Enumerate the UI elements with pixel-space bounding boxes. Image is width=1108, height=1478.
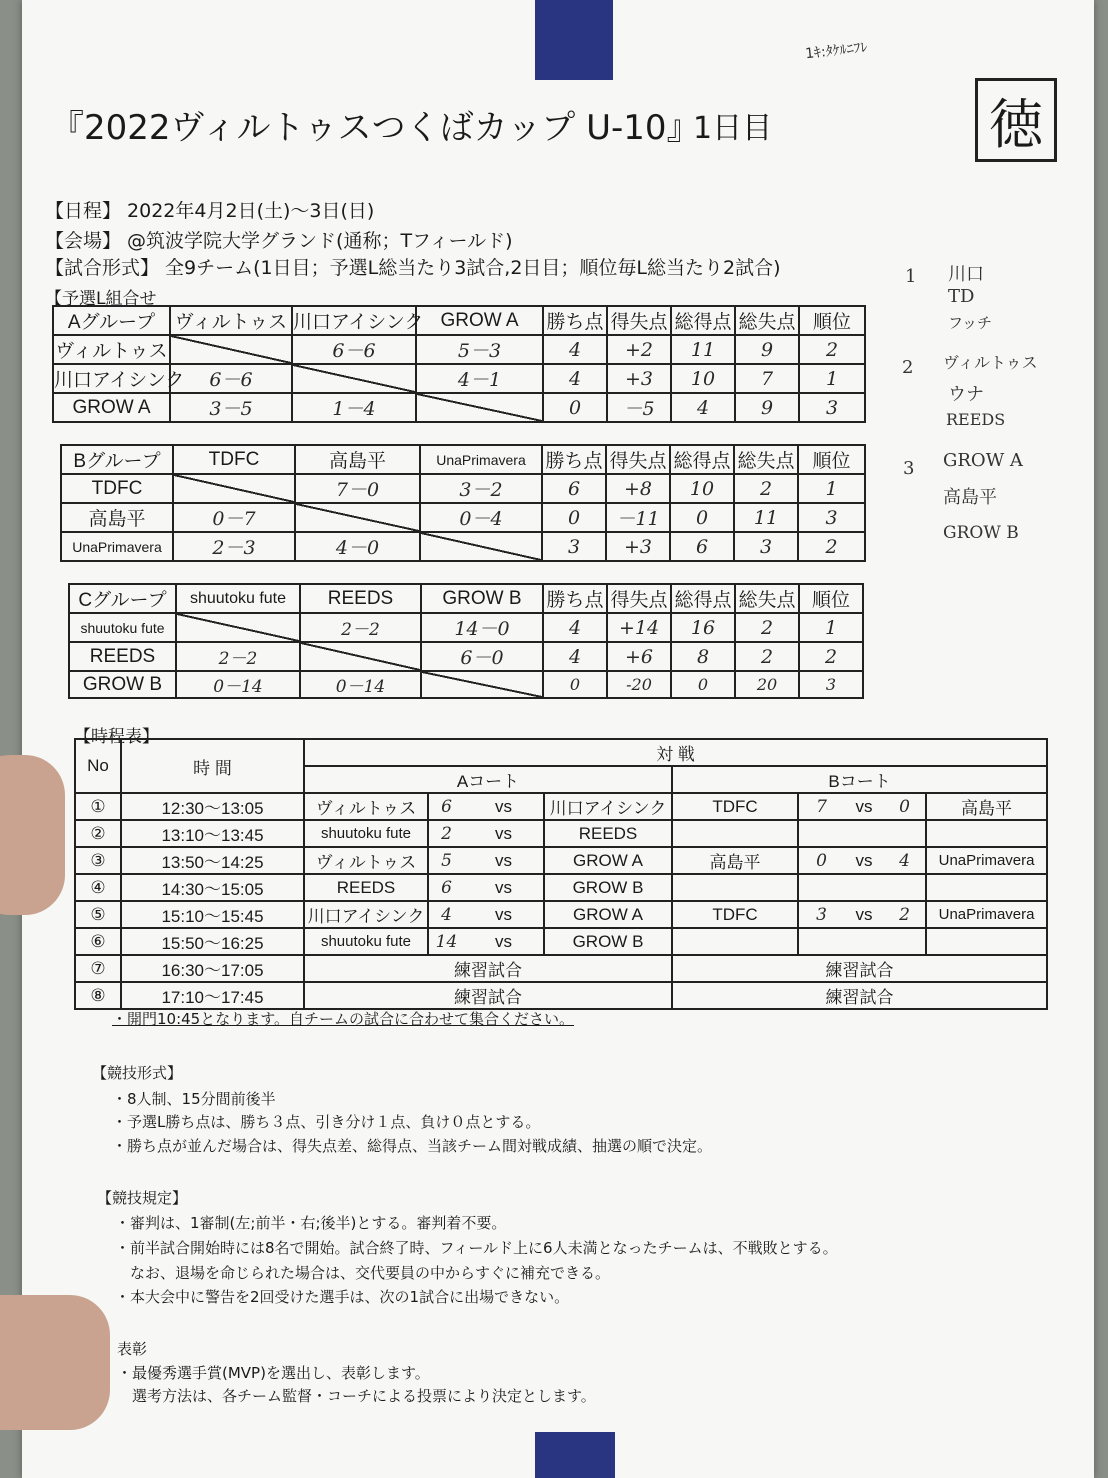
side-note-group-1-number: 1: [905, 266, 917, 287]
header-cell: 時 間: [121, 739, 304, 793]
header-cell: UnaPrimavera: [420, 445, 542, 474]
table-row: [75, 901, 1047, 928]
points-cell: 4: [543, 335, 607, 364]
court-b-away-score: 2: [884, 901, 926, 928]
goals-for-cell: 10: [670, 474, 734, 503]
court-a-home: REEDS: [304, 874, 428, 901]
score-cell: 0－7: [173, 503, 295, 532]
goals-against-cell: 7: [735, 364, 799, 393]
court-a-home: ヴィルトゥス: [304, 793, 428, 820]
court-a-practice: 練習試合: [304, 982, 672, 1009]
goal-diff-cell: +14: [607, 613, 671, 642]
seal-stamp: 徳: [975, 78, 1057, 162]
team-name-cell: GROW B: [69, 671, 176, 698]
self-match-cell: [300, 642, 421, 671]
header-cell: 総失点: [735, 584, 799, 613]
header-cell: Aグループ: [53, 306, 170, 335]
goals-for-cell: 6: [670, 532, 734, 561]
schedule-header-row: [75, 739, 1047, 766]
court-b-home: 高島平: [672, 847, 798, 874]
match-number: ①: [75, 793, 121, 820]
group-c-header-row: [69, 584, 863, 613]
header-cell: Aコート: [304, 766, 672, 793]
rank-cell: 2: [798, 532, 865, 561]
goal-diff-cell: +3: [607, 364, 671, 393]
match-number: ⑤: [75, 901, 121, 928]
goal-diff-cell: +8: [606, 474, 670, 503]
court-b-home: [672, 928, 798, 955]
awards-line: 選考方法は、各チーム監督・コーチによる投票により決定とします。: [117, 1387, 596, 1405]
header-cell: 対 戦: [304, 739, 1047, 766]
court-a-practice: 練習試合: [304, 955, 672, 982]
goals-against-cell: 9: [735, 335, 799, 364]
goals-for-cell: 16: [671, 613, 735, 642]
goals-for-cell: 10: [671, 364, 735, 393]
header-cell: TDFC: [173, 445, 295, 474]
table-row: [61, 532, 865, 561]
score-cell: 0－4: [420, 503, 542, 532]
score-cell: 3－2: [420, 474, 542, 503]
vs-label: vs: [844, 847, 884, 874]
court-a-away: 川口アイシンク: [544, 793, 672, 820]
goals-against-cell: 20: [735, 671, 799, 698]
points-cell: 6: [542, 474, 606, 503]
goals-against-cell: 2: [735, 642, 799, 671]
header-cell: 総失点: [734, 445, 798, 474]
table-row: [69, 642, 863, 671]
court-a-home: shuutoku fute: [304, 928, 428, 955]
team-name-cell: ヴィルトゥス: [53, 335, 170, 364]
table-row: [69, 613, 863, 642]
score-cell: 2－2: [300, 613, 421, 642]
match-number: ④: [75, 874, 121, 901]
team-name-cell: TDFC: [61, 474, 173, 503]
court-a-home-score: 4: [428, 901, 464, 928]
tape-bottom: [535, 1432, 615, 1478]
awards-line: ・最優秀選手賞(MVP)を選出し、表彰します。: [117, 1364, 430, 1382]
side-note-item: 高島平: [943, 487, 997, 508]
side-note-item: GROW B: [943, 523, 1019, 543]
gate-opening-note: ・開門10:45となります。自チームの試合に合わせて集合ください。: [112, 1010, 575, 1028]
side-note-item: 川口: [948, 264, 984, 285]
court-a-home-score: 14: [428, 928, 464, 955]
court-a-home-score: 5: [428, 847, 464, 874]
goal-diff-cell: +6: [607, 642, 671, 671]
side-note-group-2-number: 2: [902, 357, 914, 378]
team-name-cell: REEDS: [69, 642, 176, 671]
score-cell: 3－5: [170, 393, 292, 422]
rank-cell: 1: [799, 364, 865, 393]
court-b-home: [672, 820, 798, 847]
rank-cell: 3: [798, 503, 865, 532]
points-cell: 0: [542, 503, 606, 532]
header-cell: Bコート: [672, 766, 1047, 793]
court-a-away: GROW B: [544, 874, 672, 901]
court-b-away: 高島平: [926, 793, 1047, 820]
header-cell: 総失点: [735, 306, 799, 335]
goal-diff-cell: +2: [607, 335, 671, 364]
score-cell: 14－0: [421, 613, 543, 642]
group-b-header-row: [61, 445, 865, 474]
self-match-cell: [421, 671, 543, 698]
match-number: ⑥: [75, 928, 121, 955]
header-cell: 総得点: [671, 584, 735, 613]
empty-vs-cell: [844, 820, 884, 847]
court-a-away: GROW B: [544, 928, 672, 955]
court-a-away: GROW A: [544, 847, 672, 874]
table-row: [53, 393, 865, 422]
header-cell: Cグループ: [69, 584, 176, 613]
match-time: 16:30～17:05: [121, 955, 304, 982]
points-cell: 4: [543, 613, 607, 642]
rank-cell: 3: [799, 393, 865, 422]
court-b-away: [926, 874, 1047, 901]
court-b-home-score: 3: [798, 901, 844, 928]
header-cell: 勝ち点: [543, 584, 607, 613]
header-cell: GROW B: [421, 584, 543, 613]
score-cell: 7－0: [295, 474, 420, 503]
table-row: [75, 955, 1047, 982]
goals-against-cell: 2: [735, 613, 799, 642]
rank-cell: 2: [799, 642, 863, 671]
court-a-home-score: 6: [428, 793, 464, 820]
self-match-cell: [173, 474, 295, 503]
table-row: [53, 364, 865, 393]
points-cell: 0: [543, 393, 607, 422]
match-time: 13:50～14:25: [121, 847, 304, 874]
match-time: 17:10～17:45: [121, 982, 304, 1009]
goal-diff-cell: -20: [607, 671, 671, 698]
format-line: ・予選L勝ち点は、勝ち３点、引き分け１点、負け０点とする。: [112, 1113, 541, 1131]
header-cell: 得失点: [607, 584, 671, 613]
header-cell: shuutoku fute: [176, 584, 300, 613]
goals-for-cell: 8: [671, 642, 735, 671]
match-number: ⑦: [75, 955, 121, 982]
team-name-cell: UnaPrimavera: [61, 532, 173, 561]
match-time: 13:10～13:45: [121, 820, 304, 847]
court-a-home: shuutoku fute: [304, 820, 428, 847]
team-name-cell: 川口アイシンク: [53, 364, 170, 393]
vs-label: vs: [464, 847, 544, 874]
vs-label: vs: [464, 874, 544, 901]
rules-line: なお、退場を命じられた場合は、交代要員の中からすぐに補充できる。: [115, 1264, 611, 1282]
points-cell: 3: [542, 532, 606, 561]
goals-for-cell: 0: [670, 503, 734, 532]
rules-line: ・前半試合開始時には8名で開始。試合終了時、フィールド上に6人未満となったチームは、不戦敗とする。: [115, 1239, 838, 1257]
format-info: 【試合形式】 全9チーム(1日目；予選L総当たり3試合,2日目；順位毎L総当たり2試合): [45, 257, 781, 279]
court-b-away: UnaPrimavera: [926, 847, 1047, 874]
match-time: 15:10～15:45: [121, 901, 304, 928]
points-cell: 4: [543, 364, 607, 393]
match-number: ②: [75, 820, 121, 847]
header-cell: 高島平: [295, 445, 420, 474]
table-row: [75, 982, 1047, 1009]
court-a-home: ヴィルトゥス: [304, 847, 428, 874]
court-b-home-score: 7: [798, 793, 844, 820]
match-number: ⑧: [75, 982, 121, 1009]
court-b-away-score: [884, 820, 926, 847]
team-name-cell: shuutoku fute: [69, 613, 176, 642]
thumb-lower: [0, 1295, 110, 1430]
match-time: 12:30～13:05: [121, 793, 304, 820]
court-b-away: [926, 928, 1047, 955]
self-match-cell: [420, 532, 542, 561]
competition-format-heading: 【競技形式】: [92, 1064, 183, 1082]
self-match-cell: [292, 364, 416, 393]
schedule-table: [74, 738, 1048, 1010]
court-a-home-score: 6: [428, 874, 464, 901]
handwritten-top-note: 1ｷ:ﾀｹﾙﾆﾌﾚ: [804, 39, 869, 63]
goals-against-cell: 3: [734, 532, 798, 561]
header-cell: 順位: [799, 306, 865, 335]
goal-diff-cell: －11: [606, 503, 670, 532]
header-cell: 順位: [798, 445, 865, 474]
court-b-home: [672, 874, 798, 901]
schedule-heading: 【時程表】: [74, 727, 159, 747]
match-time: 14:30～15:05: [121, 874, 304, 901]
score-cell: 2－2: [176, 642, 300, 671]
court-b-away-score: [884, 874, 926, 901]
court-b-away-score: 0: [884, 793, 926, 820]
day-label: 1日目: [693, 111, 773, 146]
empty-vs-cell: [844, 874, 884, 901]
rules-line: ・審判は、1審制(左;前半・右;後半)とする。審判着不要。: [115, 1214, 507, 1232]
rules-line: ・本大会中に警告を2回受けた選手は、次の1試合に出場できない。: [115, 1288, 570, 1306]
score-cell: 0－14: [176, 671, 300, 698]
header-cell: ヴィルトゥス: [170, 306, 292, 335]
table-row: [75, 928, 1047, 955]
court-b-away: UnaPrimavera: [926, 901, 1047, 928]
self-match-cell: [416, 393, 543, 422]
table-row: [75, 847, 1047, 874]
header-cell: 順位: [799, 584, 863, 613]
header-cell: 得失点: [606, 445, 670, 474]
score-cell: 6－0: [421, 642, 543, 671]
score-cell: 6－6: [170, 364, 292, 393]
thumb-upper: [0, 755, 65, 915]
header-cell: 勝ち点: [542, 445, 606, 474]
table-row: [69, 671, 863, 698]
header-cell: REEDS: [300, 584, 421, 613]
court-a-home: 川口アイシンク: [304, 901, 428, 928]
court-b-practice: 練習試合: [672, 982, 1047, 1009]
group-a-table: [52, 305, 866, 423]
group-b-table: [60, 444, 866, 562]
header-cell: 得失点: [607, 306, 671, 335]
court-b-home: TDFC: [672, 793, 798, 820]
court-b-home-score: 0: [798, 847, 844, 874]
table-row: [61, 503, 865, 532]
goals-for-cell: 11: [671, 335, 735, 364]
awards-heading: 表彰: [117, 1340, 148, 1358]
vs-label: vs: [464, 793, 544, 820]
empty-vs-cell: [844, 928, 884, 955]
match-time: 15:50～16:25: [121, 928, 304, 955]
competition-rules-heading: 【競技規定】: [97, 1189, 188, 1207]
court-a-away: REEDS: [544, 820, 672, 847]
points-cell: 0: [543, 671, 607, 698]
table-row: [75, 820, 1047, 847]
header-cell: GROW A: [416, 306, 543, 335]
format-line: ・8人制、15分間前後半: [112, 1090, 276, 1108]
header-cell: 川口アイシンク: [292, 306, 416, 335]
side-note-item: フッチ: [948, 314, 992, 332]
goals-for-cell: 0: [671, 671, 735, 698]
group-a-header-row: [53, 306, 865, 335]
score-cell: 5－3: [416, 335, 543, 364]
court-a-away: GROW A: [544, 901, 672, 928]
goals-against-cell: 2: [734, 474, 798, 503]
schedule-info: 【日程】 2022年4月2日(土)～3日(日): [45, 200, 375, 222]
score-cell: 1－4: [292, 393, 416, 422]
rank-cell: 1: [798, 474, 865, 503]
points-cell: 4: [543, 642, 607, 671]
court-a-home-score: 2: [428, 820, 464, 847]
side-note-item: ウナ: [948, 384, 984, 405]
vs-label: vs: [844, 793, 884, 820]
court-b-home-score: [798, 820, 844, 847]
team-name-cell: 高島平: [61, 503, 173, 532]
score-cell: 4－0: [295, 532, 420, 561]
side-note-item: GROW A: [943, 450, 1023, 471]
header-cell: 勝ち点: [543, 306, 607, 335]
table-row: [53, 335, 865, 364]
side-note-group-3-number: 3: [903, 458, 915, 479]
venue-info: 【会場】 @筑波学院大学グランド(通称；Tフィールド): [45, 230, 513, 252]
vs-label: vs: [464, 820, 544, 847]
self-match-cell: [295, 503, 420, 532]
header-cell: No: [75, 739, 121, 793]
court-b-home-score: [798, 874, 844, 901]
goals-against-cell: 11: [734, 503, 798, 532]
court-b-away: [926, 820, 1047, 847]
court-b-home: TDFC: [672, 901, 798, 928]
goals-for-cell: 4: [671, 393, 735, 422]
court-b-away-score: 4: [884, 847, 926, 874]
header-cell: 総得点: [671, 306, 735, 335]
match-number: ③: [75, 847, 121, 874]
score-cell: 0－14: [300, 671, 421, 698]
score-cell: 2－3: [173, 532, 295, 561]
header-cell: Bグループ: [61, 445, 173, 474]
rank-cell: 1: [799, 613, 863, 642]
goals-against-cell: 9: [735, 393, 799, 422]
header-cell: 総得点: [670, 445, 734, 474]
tape-top: [535, 0, 613, 80]
court-b-practice: 練習試合: [672, 955, 1047, 982]
self-match-cell: [170, 335, 292, 364]
score-cell: 6－6: [292, 335, 416, 364]
score-cell: 4－1: [416, 364, 543, 393]
goal-diff-cell: －5: [607, 393, 671, 422]
vs-label: vs: [844, 901, 884, 928]
rank-cell: 2: [799, 335, 865, 364]
format-line: ・勝ち点が並んだ場合は、得失点差、総得点、当該チーム間対戦成績、抽選の順で決定。: [112, 1137, 713, 1155]
table-row: [75, 874, 1047, 901]
vs-label: vs: [464, 901, 544, 928]
court-b-home-score: [798, 928, 844, 955]
self-match-cell: [176, 613, 300, 642]
court-b-away-score: [884, 928, 926, 955]
prelim-heading: 【予選L組合せ: [45, 289, 157, 309]
vs-label: vs: [464, 928, 544, 955]
document-title: 『2022ヴィルトゥスつくばカップ U-10』: [50, 108, 701, 148]
table-row: [75, 793, 1047, 820]
goal-diff-cell: +3: [606, 532, 670, 561]
side-note-item: TD: [948, 286, 975, 307]
rank-cell: 3: [799, 671, 863, 698]
side-note-item: ヴィルトゥス: [943, 353, 1038, 372]
side-note-item: REEDS: [946, 410, 1006, 429]
group-c-table: [68, 583, 864, 699]
table-row: [61, 474, 865, 503]
team-name-cell: GROW A: [53, 393, 170, 422]
